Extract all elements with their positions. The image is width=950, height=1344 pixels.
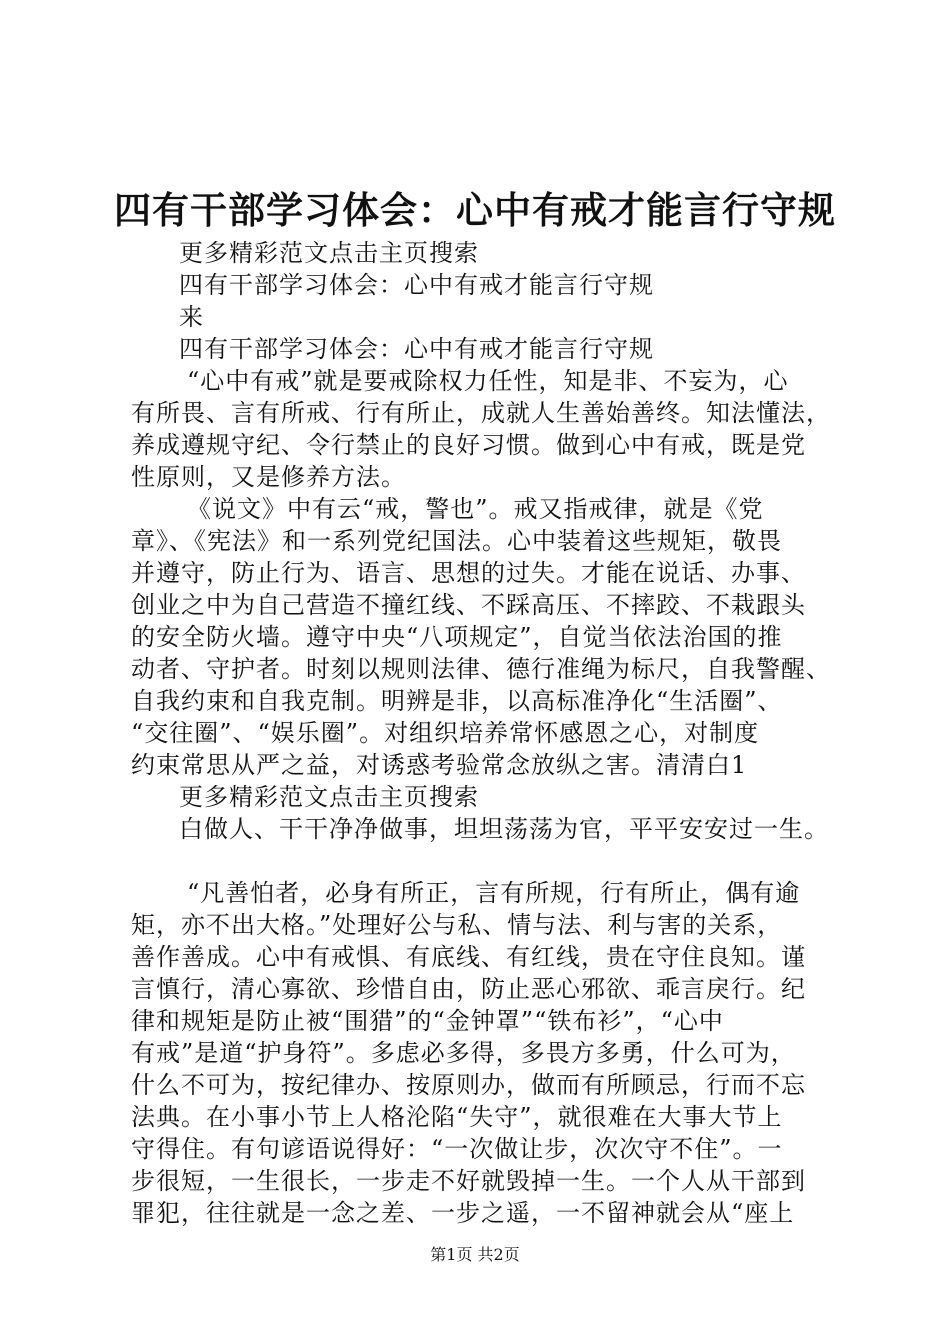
text-line: 白做人、干干净净做事，坦坦荡荡为官，平平安安过一生。 [179, 815, 829, 843]
text-line: “凡善怕者，必身有所正，言有所规，行有所止，偶有逾 [187, 879, 801, 907]
text-line: 律和规矩是防止被“围猎”的“金钟罩”“铁布衫”，“心中 [131, 1007, 724, 1035]
text-line: 矩，亦不出大格。”处理好公与私、情与法、利与害的关系， [131, 911, 783, 939]
text-line: 《说文》中有云“戒，警也”。戒又指戒律，就是《党 [187, 495, 764, 523]
paragraph-gap [131, 845, 831, 877]
text-line: 更多精彩范文点击主页搜索 [179, 783, 479, 811]
text-line: 来 [179, 303, 204, 331]
text-line: 有戒”是道“护身符”。多虑必多得，多畏方多勇，什么可为， [131, 1039, 796, 1067]
document-body [131, 237, 831, 1229]
text-line: 更多精彩范文点击主页搜索 [179, 239, 479, 267]
document-title: 四有干部学习体会：心中有戒才能言行守规 [114, 188, 836, 232]
text-line: 守得住。有句谚语说得好：“一次做让步，次次守不住”。一 [131, 1135, 783, 1163]
text-line: 四有干部学习体会：心中有戒才能言行守规 [179, 335, 654, 363]
text-line: 章》、《宪法》和一系列党纪国法。心中装着这些规矩，敬畏 [131, 527, 782, 555]
text-line: 什么不可为，按纪律办、按原则办，做而有所顾忌，行而不忘 [131, 1071, 806, 1099]
text-line: 养成遵规守纪、令行禁止的良好习惯。做到心中有戒，既是党 [131, 431, 806, 459]
text-line: 自我约束和自我克制。明辨是非，以高标准净化“生活圈”、 [131, 687, 783, 715]
text-line: 善作善成。心中有戒惧、有底线、有红线，贵在守住良知。谨 [131, 943, 806, 971]
text-line: 步很短，一生很长，一步走不好就毁掉一生。一个人从干部到 [131, 1167, 806, 1195]
text-line: “交往圈”、“娱乐圈”。对组织培养常怀感恩之心，对制度 [131, 719, 760, 747]
text-line: “心中有戒”就是要戒除权力任性，知是非、不妄为，心 [187, 367, 789, 395]
text-line: 并遵守，防止行为、语言、思想的过失。才能在说话、办事、 [131, 559, 806, 587]
text-line: 约束常思从严之益，对诱惑考验常念放纵之害。清清白1 [131, 751, 748, 779]
text-line: 性原则，又是修养方法。 [131, 463, 406, 491]
text-line: 创业之中为自己营造不撞红线、不踩高压、不摔跤、不栽跟头 [131, 591, 806, 619]
text-line: 法典。在小事小节上人格沦陷“失守”，就很难在大事大节上 [131, 1103, 783, 1131]
text-line: 四有干部学习体会：心中有戒才能言行守规 [179, 271, 654, 299]
text-line: 的安全防火墙。遵守中央“八项规定”，自觉当依法治国的推 [131, 623, 783, 651]
text-line: 罪犯，往往就是一念之差、一步之遥，一不留神就会从“座上 [131, 1199, 795, 1227]
text-line: 言慎行，清心寡欲、珍惜自由，防止恶心邪欲、乖言戾行。纪 [131, 975, 806, 1003]
text-line: 有所畏、言有所戒、行有所止，成就人生善始善终。知法懂法， [131, 399, 831, 427]
text-line: 动者、守护者。时刻以规则法律、德行准绳为标尺，自我警醒、 [131, 655, 831, 683]
page-footer: 第1页 共2页 [430, 1245, 520, 1264]
